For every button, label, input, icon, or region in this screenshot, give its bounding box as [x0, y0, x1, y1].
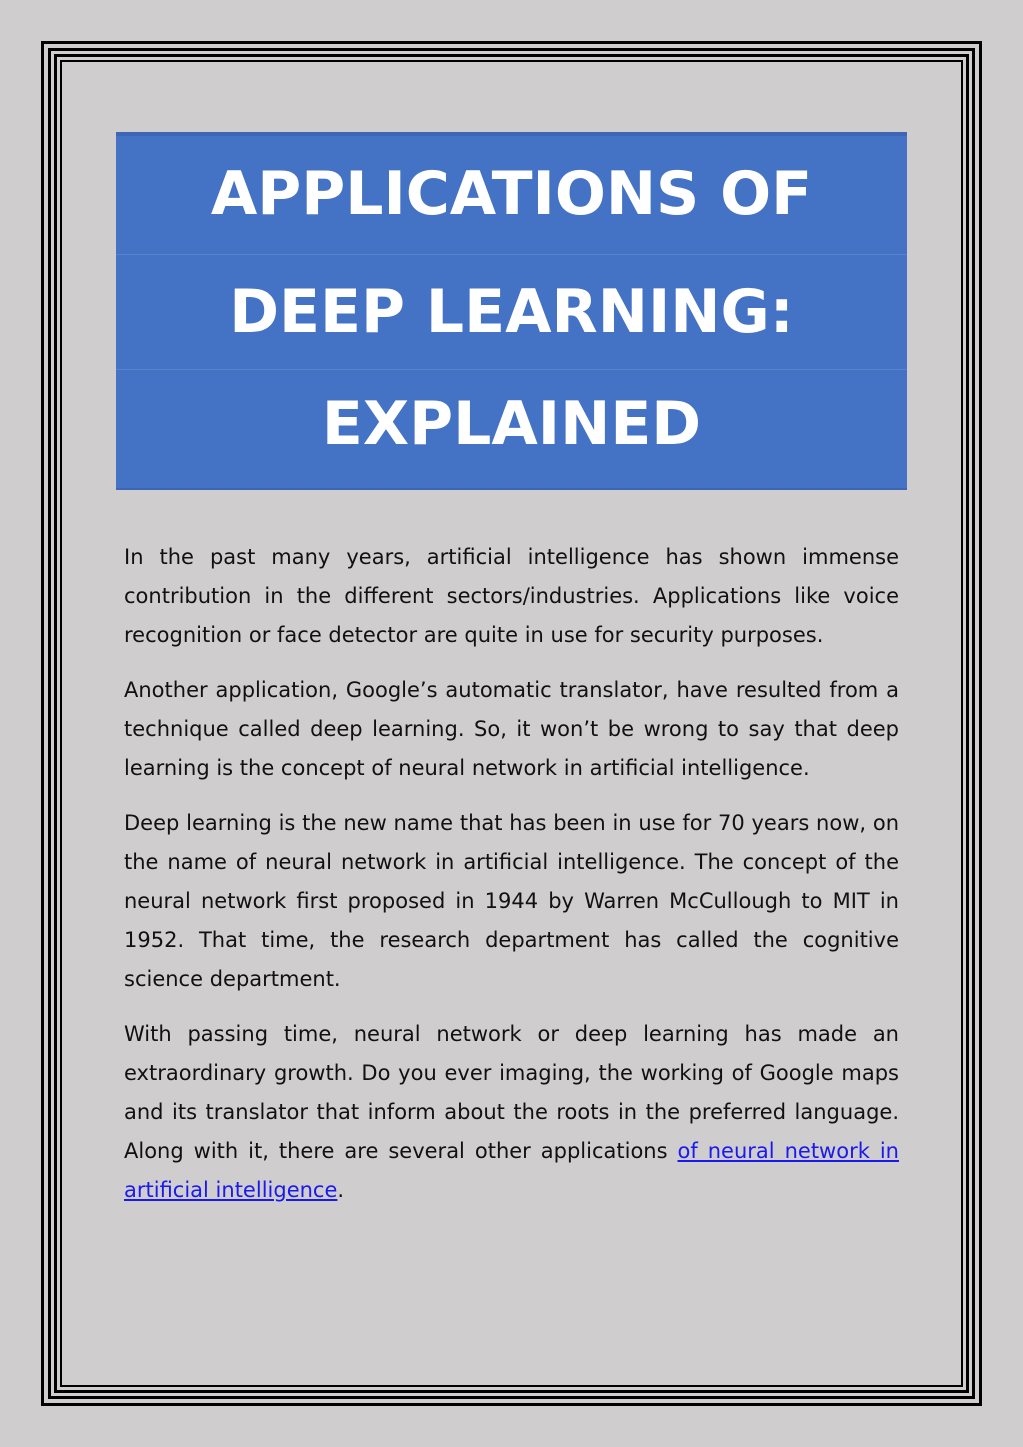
paragraph-4-end: .: [337, 1178, 345, 1202]
paragraph-4-text: With passing time, neural network or deep learning has made an extraordinary growth. Do you ever imaging, the working of Google maps and its translator that inform about the roots in the preferred language. Along with it, there are several other applications: [124, 1022, 899, 1163]
title-line-3: EXPLAINED: [321, 389, 702, 459]
title-banner: [116, 132, 907, 490]
paragraph-3: Deep learning is the new name that has been in use for 70 years now, on the name of neural network in artificial intelligence. The concept of the neural network first proposed in 1944 by Warren McCullough to MIT in 1952. That time, the research department has called the cognitive science department.: [124, 811, 899, 991]
article-body: [124, 538, 899, 1226]
title-divider: [116, 369, 907, 370]
title-divider: [116, 254, 907, 255]
neural-network-link[interactable]: of neural network in artificial intelligence: [124, 1139, 899, 1202]
paragraph-2: Another application, Google’s automatic translator, have resulted from a technique called deep learning. So, it won’t be wrong to say that deep learning is the concept of neural network in artificial intelligence.: [124, 678, 899, 780]
paragraph-4: [124, 1015, 899, 1210]
paragraph-1: In the past many years, artificial intelligence has shown immense contribution in the different sectors/industries. Applications like voice recognition or face detector are quite in use for security purposes.: [124, 545, 899, 647]
title-line-2: DEEP LEARNING:: [229, 277, 794, 347]
title-line-1: APPLICATIONS OF: [210, 159, 813, 229]
